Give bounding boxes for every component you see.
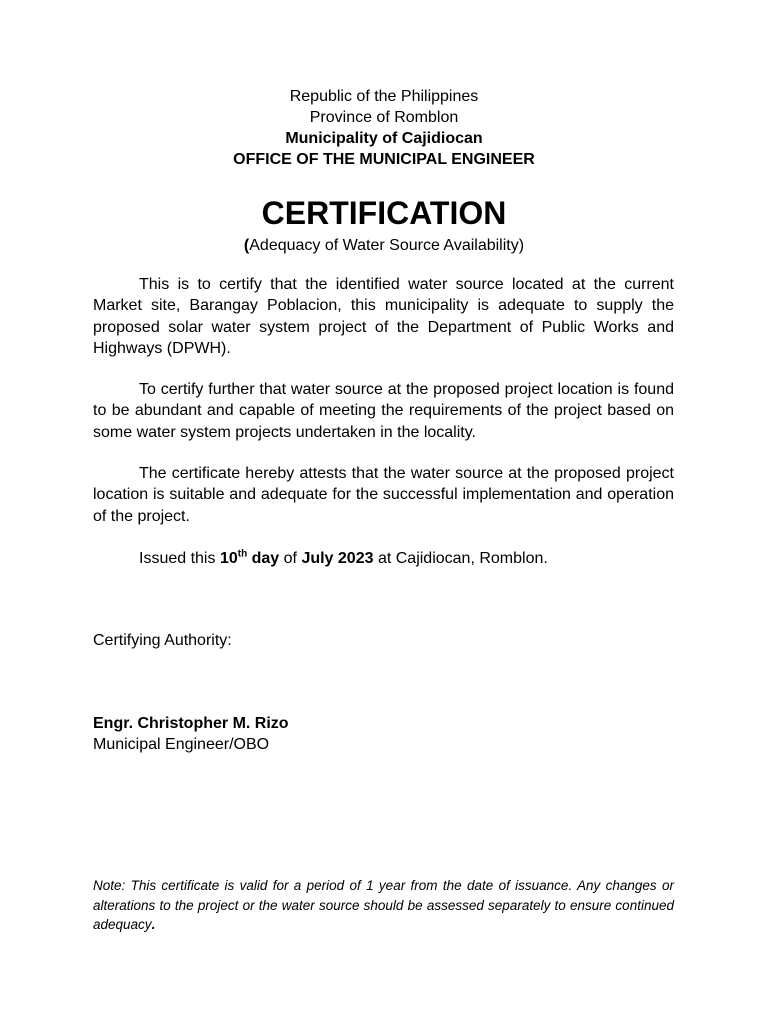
subtitle-open-paren: ( bbox=[243, 237, 250, 254]
signatory-block bbox=[93, 713, 289, 755]
letterhead-country: Republic of the Philippines bbox=[289, 88, 479, 105]
issued-day-word: day bbox=[247, 550, 280, 567]
paragraph-certify-text: This is to certify that the identified water source located at the current Market site, Barangay Poblacion, this municipality is adequate to supply the proposed solar water system project of the Department of Public Works and Highways (DPWH). bbox=[93, 276, 674, 357]
paragraph-certify-further-text: To certify further that water source at the proposed project location is found to be abundant and capable of meeting the requirements of the project based on some water system projects undertaken in the locality. bbox=[93, 381, 674, 441]
letterhead-office: OFFICE OF THE MUNICIPAL ENGINEER bbox=[233, 151, 535, 168]
issued-location: at Cajidiocan, Romblon. bbox=[373, 550, 548, 567]
issued-day-number: 10 bbox=[219, 550, 238, 567]
signatory-name: Engr. Christopher M. Rizo bbox=[93, 715, 289, 732]
letterhead-province: Province of Romblon bbox=[309, 109, 459, 126]
validity-note-end: . bbox=[151, 917, 156, 932]
issued-day-suffix: th bbox=[237, 548, 248, 560]
signatory-position: Municipal Engineer/OBO bbox=[93, 736, 270, 753]
paragraph-certify bbox=[93, 274, 674, 359]
letterhead-municipality: Municipality of Cajidiocan bbox=[285, 130, 483, 147]
issued-statement bbox=[93, 548, 674, 569]
validity-note bbox=[93, 876, 674, 935]
issued-of: of bbox=[279, 550, 302, 567]
validity-note-text: Note: This certificate is valid for a period of 1 year from the date of issuance. Any changes or alterations to the project or the water source should be assessed separately to ensure continued adequacy bbox=[93, 878, 674, 932]
paragraph-attestation-text: The certificate hereby attests that the water source at the proposed project location is suitable and adequate for the successful implementation and operation of the project. bbox=[93, 465, 674, 525]
document-subtitle bbox=[0, 235, 768, 256]
certifying-authority-label: Certifying Authority: bbox=[93, 632, 232, 649]
paragraph-attestation bbox=[93, 463, 674, 527]
issued-month-year: July 2023 bbox=[301, 550, 374, 567]
subtitle-text: Adequacy of Water Source Availability) bbox=[249, 237, 525, 254]
letterhead bbox=[0, 86, 768, 170]
paragraph-certify-further bbox=[93, 379, 674, 443]
document-title: CERTIFICATION bbox=[261, 195, 507, 231]
issued-prefix: Issued this bbox=[139, 550, 220, 567]
